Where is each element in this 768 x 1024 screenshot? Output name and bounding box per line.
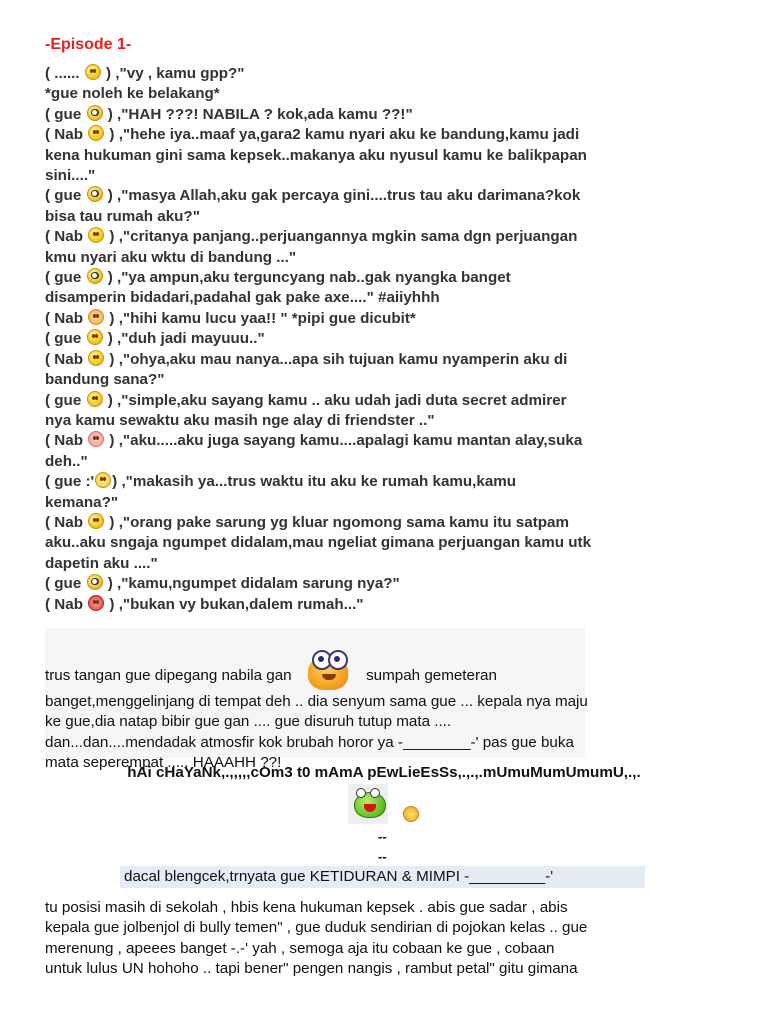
smile-emoticon-icon: [87, 329, 103, 345]
dialog-line: ( gue ) ,"kamu,ngumpet didalam sarung nya?": [45, 575, 400, 593]
dialog-line: bisa tau rumah aku?": [45, 207, 200, 225]
smile-emoticon-icon: [88, 350, 104, 366]
dialog-line: ( gue :' ) ,"makasih ya...trus waktu itu aku ke rumah kamu,kamu: [45, 473, 517, 491]
smile-emoticon-icon: [85, 64, 101, 80]
dialog-block: [45, 64, 735, 615]
dialog-line: sini....": [45, 167, 96, 185]
dialog-line: aku..aku sngaja ngumpet didalam,mau ngeliat gimana perjuangan kamu utk: [45, 534, 592, 552]
dialog-line: ( Nab ) ,"hehe iya..maaf ya,gara2 kamu nyari aku ke bandung,kamu jadi: [45, 126, 580, 144]
dialog-line: bandung sana?": [45, 371, 165, 389]
red-emoticon-icon: [88, 595, 104, 611]
dialog-line: ( Nab ) ,"aku.....aku juga sayang kamu....apalagi kamu mantan alay,suka: [45, 432, 583, 450]
dialog-line: ( gue ) ,"simple,aku sayang kamu .. aku udah jadi duta secret admirer: [45, 391, 567, 409]
dialog-line: kena hukuman gini sama kepsek..makanya aku nyusul kamu ke balikpapan: [45, 146, 587, 164]
dialog-line: ( Nab ) ,"bukan vy bukan,dalem rumah...": [45, 595, 364, 613]
dash-separator: -- --: [378, 829, 387, 864]
blush-emoticon-icon: [88, 309, 104, 325]
dialog-line: kmu nyari aku wktu di bandung ...": [45, 248, 297, 266]
shock-emoticon-icon: [87, 105, 103, 121]
dialog-line: ( Nab ) ,"critanya panjang..perjuangannya mgkin sama dgn perjuangan: [45, 228, 578, 246]
narrative-line: dan...dan....mendadak atmosfir kok brubah horor ya -________-' pas gue buka: [45, 733, 574, 751]
narrative-line: banget,menggelinjang di tempat deh .. dia senyum sama gue ... kepala nya maju: [45, 693, 588, 710]
narrative-line: untuk lulus UN hohoho .. tapi bener" pengen nangis , rambut petal" gitu gimana: [45, 960, 578, 978]
dialog-line: ( Nab ) ,"ohya,aku mau nanya...apa sih tujuan kamu nyamperin aku di: [45, 350, 568, 368]
narrative-line: trus tangan gue dipegang nabila gan sumpah gemeteran: [45, 650, 725, 692]
smile-icon: [403, 806, 419, 822]
smile-emoticon-icon: [87, 391, 103, 407]
smile-emoticon-icon: [88, 513, 104, 529]
dialog-line: *gue noleh ke belakang*: [45, 85, 220, 103]
dialog-line: kemana?": [45, 493, 119, 511]
dialog-line: ( ...... ) ,"vy , kamu gpp?": [45, 65, 245, 82]
dialog-line: deh..": [45, 452, 88, 470]
narrative-line: merenung , apeees banget -.-' yah , semoga aja itu cobaan ke gue , cobaan: [45, 939, 555, 957]
narrative-paragraph-2: [45, 898, 735, 980]
narrative-line: tu posisi masih di sekolah , hbis kena hukuman kepsek . abis gue sadar , abis: [45, 899, 568, 916]
shock-emoticon-icon: [87, 574, 103, 590]
shy-blush-icon: [300, 650, 358, 692]
shock-emoticon-icon: [87, 186, 103, 202]
narrative-line: kepala gue jolbenjol di bully temen" , gue duduk sendirian di pojokan kelas .. gue: [45, 919, 588, 937]
dialog-line: ( Nab ) ,"orang pake sarung yg kluar ngomong sama kamu itu satpam: [45, 513, 569, 531]
frog-icon: [348, 784, 396, 824]
dialog-line: ( gue ) ,"masya Allah,aku gak percaya gini....trus tau aku darimana?kok: [45, 187, 581, 205]
smile-emoticon-icon: [88, 125, 104, 141]
dialog-line: dapetin aku ....": [45, 554, 158, 572]
pink-emoticon-icon: [88, 431, 104, 447]
smile-emoticon-icon: [88, 227, 104, 243]
dialog-line: disamperin bidadari,padahal gak pake axe...." #aiiyhhh: [45, 289, 440, 307]
narrative-line: ke gue,dia natap bibir gue gan .... gue disuruh tutup mata ....: [45, 713, 452, 731]
dream-reveal-line: dacal blengcek,trnyata gue KETIDURAN & MIMPI -_________-': [120, 866, 645, 888]
narrative-line: mata seperempat ..... HAAAHH ??!: [45, 754, 282, 772]
dialog-line: ( Nab ) ,"hihi kamu lucu yaa!! " *pipi gue dicubit*: [45, 309, 416, 327]
dialog-line: ( gue ) ,"HAH ???! NABILA ? kok,ada kamu ??!": [45, 105, 413, 123]
dialog-line: ( gue ) ,"ya ampun,aku terguncyang nab..gak nyangka banget: [45, 269, 511, 287]
episode-title: -Episode 1-: [45, 36, 132, 53]
dialog-line: ( gue ) ,"duh jadi mayuuu..": [45, 330, 265, 348]
narrative-paragraph-1: [45, 650, 725, 774]
shock-emoticon-icon: [87, 268, 103, 284]
mama-heading: hAi cHaYaNk,.,,,,,cOm3 t0 mAmA pEwLieEsSs,.,.,.mUmuMumUmumU,.,.: [127, 764, 641, 781]
dialog-line: nya kamu sewaktu aku masih nge alay di friendster ..": [45, 411, 435, 429]
tongue-emoticon-icon: [95, 472, 111, 488]
